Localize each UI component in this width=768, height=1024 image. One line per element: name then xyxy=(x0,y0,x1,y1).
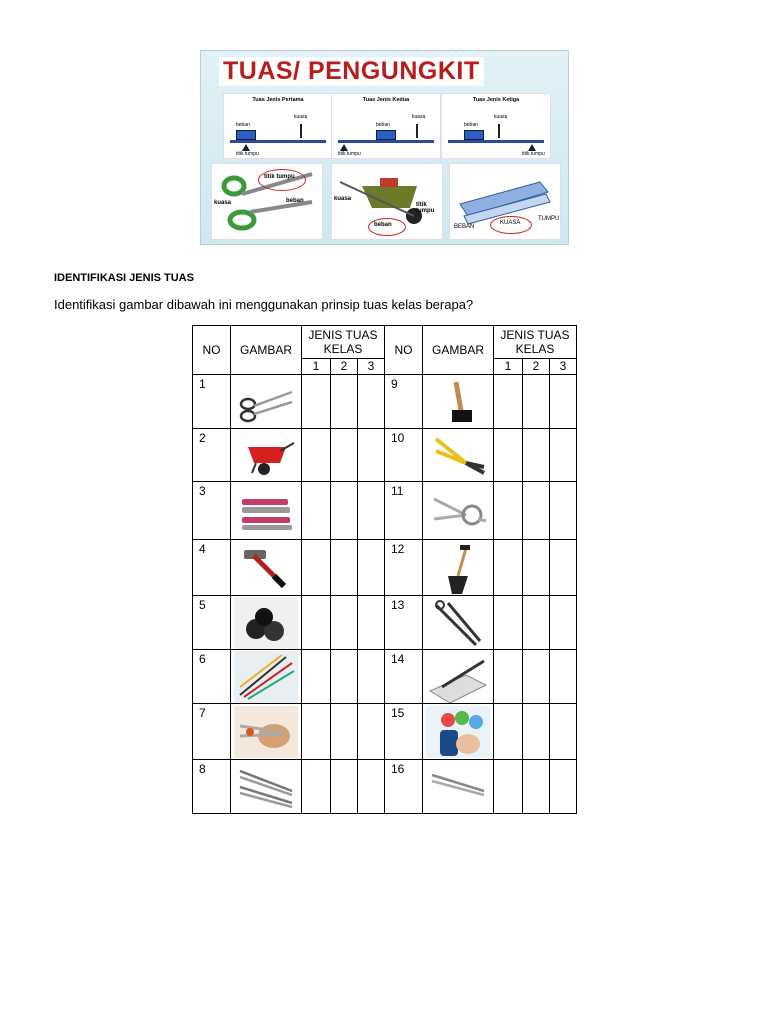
pic-label: BEBAN xyxy=(454,224,475,230)
answer-cell-class-3[interactable] xyxy=(358,375,385,429)
tool-picture-cell xyxy=(423,375,494,429)
table-row xyxy=(193,596,577,650)
table-row xyxy=(193,760,577,814)
answer-cell-class-1[interactable] xyxy=(302,704,331,760)
answer-cell-class-3[interactable] xyxy=(550,596,577,650)
beam xyxy=(230,140,326,143)
answer-cell-class-1[interactable] xyxy=(494,650,523,704)
tool-picture-cell xyxy=(231,596,302,650)
jenis-tuas-header: JENIS TUAS KELAS xyxy=(302,326,385,359)
class-3-header: 3 xyxy=(358,359,385,375)
table-row xyxy=(193,540,577,596)
answer-cell-class-2[interactable] xyxy=(523,704,550,760)
nutcracker-icon xyxy=(234,706,298,758)
answer-cell-class-2[interactable] xyxy=(331,375,358,429)
tool-picture-cell xyxy=(231,429,302,482)
row-number: 13 xyxy=(385,596,423,650)
fulcrum-icon xyxy=(340,144,348,151)
tool-picture-cell xyxy=(423,429,494,482)
row-number: 6 xyxy=(193,650,231,704)
tool-picture-cell xyxy=(231,375,302,429)
answer-cell-class-1[interactable] xyxy=(494,429,523,482)
table-row xyxy=(193,375,577,429)
tool-picture-cell xyxy=(231,540,302,596)
load-label: beban xyxy=(464,122,478,128)
pincers-icon xyxy=(426,597,490,649)
row-number: 3 xyxy=(193,482,231,540)
table-row xyxy=(193,482,577,540)
effort-label: kuasa xyxy=(494,114,508,120)
tool-picture-cell xyxy=(423,596,494,650)
tool-picture-cell xyxy=(423,650,494,704)
lever-class-2-diagram xyxy=(331,93,441,159)
table-row xyxy=(193,650,577,704)
tool-picture-cell xyxy=(231,482,302,540)
answer-cell-class-3[interactable] xyxy=(550,375,577,429)
row-number: 12 xyxy=(385,540,423,596)
effort-arrow xyxy=(416,124,418,138)
pic-label: TUMPU xyxy=(538,216,560,222)
fulcrum-label: titik tumpu xyxy=(236,151,259,157)
fishing-rod-icon xyxy=(234,651,298,703)
class-1-header: 1 xyxy=(494,359,523,375)
load-box xyxy=(464,130,484,140)
answer-cell-class-2[interactable] xyxy=(523,429,550,482)
row-number: 15 xyxy=(385,704,423,760)
answer-cell-class-3[interactable] xyxy=(358,540,385,596)
stapler-icon xyxy=(234,485,298,537)
axe-icon xyxy=(426,376,490,428)
banner-title: TUAS/ PENGUNGKIT xyxy=(219,57,484,86)
effort-arrow xyxy=(498,124,500,138)
answer-cell-class-1[interactable] xyxy=(302,596,331,650)
scissors-icon xyxy=(234,376,298,428)
answer-cell-class-3[interactable] xyxy=(550,760,577,814)
tool-picture-cell xyxy=(423,704,494,760)
row-number: 11 xyxy=(385,482,423,540)
paper-cutter-icon xyxy=(426,651,490,703)
panel-title: Tuas Jenis Kedua xyxy=(362,97,410,103)
pic-label: beban xyxy=(286,198,304,204)
answer-cell-class-2[interactable] xyxy=(331,482,358,540)
answer-cell-class-3[interactable] xyxy=(550,540,577,596)
question-text: Identifikasi gambar dibawah ini menggunakan prinsip tuas kelas berapa? xyxy=(54,297,474,312)
beam xyxy=(338,140,434,143)
no-header: NO xyxy=(385,326,423,375)
pic-label: beban xyxy=(374,222,392,228)
answer-cell-class-2[interactable] xyxy=(523,540,550,596)
answer-cell-class-3[interactable] xyxy=(550,429,577,482)
lemon-squeezer-icon xyxy=(426,485,490,537)
wheelbarrow-icon xyxy=(234,429,298,481)
row-number: 1 xyxy=(193,375,231,429)
tool-picture-cell xyxy=(423,482,494,540)
beam xyxy=(448,140,544,143)
answer-cell-class-2[interactable] xyxy=(331,540,358,596)
effort-label: kuasa xyxy=(294,114,308,120)
answer-cell-class-1[interactable] xyxy=(494,375,523,429)
answer-cell-class-2[interactable] xyxy=(523,375,550,429)
row-number: 9 xyxy=(385,375,423,429)
stapler-lever-picture xyxy=(449,163,561,240)
answer-cell-class-2[interactable] xyxy=(331,429,358,482)
pic-label: titik tumpu xyxy=(264,174,295,180)
answer-cell-class-3[interactable] xyxy=(358,650,385,704)
row-number: 4 xyxy=(193,540,231,596)
fulcrum-icon xyxy=(528,144,536,151)
answer-cell-class-3[interactable] xyxy=(358,596,385,650)
class-2-header: 2 xyxy=(523,359,550,375)
answer-cell-class-2[interactable] xyxy=(331,596,358,650)
lever-class-3-diagram xyxy=(441,93,551,159)
answer-cell-class-1[interactable] xyxy=(302,482,331,540)
answer-cell-class-1[interactable] xyxy=(302,760,331,814)
fulcrum-icon xyxy=(242,144,250,151)
gambar-header: GAMBAR xyxy=(231,326,302,375)
pliers-icon xyxy=(426,429,490,481)
answer-cell-class-1[interactable] xyxy=(302,429,331,482)
answer-cell-class-3[interactable] xyxy=(358,760,385,814)
lever-identification-table xyxy=(192,325,577,814)
class-1-header: 1 xyxy=(302,359,331,375)
class-2-header: 2 xyxy=(331,359,358,375)
scissors-lever-picture xyxy=(211,163,323,240)
table-row xyxy=(193,704,577,760)
tweezers-icon xyxy=(234,761,298,813)
answer-cell-class-2[interactable] xyxy=(331,650,358,704)
lever-class-1-diagram xyxy=(223,93,333,159)
roller-skate-icon xyxy=(234,597,298,649)
answer-cell-class-1[interactable] xyxy=(494,540,523,596)
jenis-tuas-header: JENIS TUAS KELAS xyxy=(494,326,577,359)
tool-picture-cell xyxy=(231,760,302,814)
answer-cell-class-1[interactable] xyxy=(302,375,331,429)
answer-cell-class-3[interactable] xyxy=(358,429,385,482)
effort-label: kuasa xyxy=(412,114,426,120)
section-heading: IDENTIFIKASI JENIS TUAS xyxy=(54,272,194,284)
wheelbarrow-lever-picture xyxy=(331,163,443,240)
row-number: 14 xyxy=(385,650,423,704)
row-number: 7 xyxy=(193,704,231,760)
load-label: beban xyxy=(376,122,390,128)
answer-cell-class-3[interactable] xyxy=(550,482,577,540)
answer-cell-class-2[interactable] xyxy=(331,760,358,814)
answer-cell-class-1[interactable] xyxy=(302,540,331,596)
load-label: beban xyxy=(236,122,250,128)
row-number: 5 xyxy=(193,596,231,650)
tool-picture-cell xyxy=(231,704,302,760)
answer-cell-class-1[interactable] xyxy=(494,704,523,760)
lever-banner-image xyxy=(200,50,569,245)
bottle-opener-icon xyxy=(426,706,490,758)
table-row xyxy=(193,429,577,482)
row-number: 2 xyxy=(193,429,231,482)
pic-label: KUASA xyxy=(500,220,521,226)
answer-cell-class-2[interactable] xyxy=(523,482,550,540)
answer-cell-class-1[interactable] xyxy=(302,650,331,704)
tongs-icon xyxy=(426,761,490,813)
answer-cell-class-3[interactable] xyxy=(550,650,577,704)
answer-cell-class-1[interactable] xyxy=(494,760,523,814)
fulcrum-label: titik tumpu xyxy=(522,151,545,157)
pic-label: titik tumpu xyxy=(416,202,435,214)
answer-cell-class-1[interactable] xyxy=(494,596,523,650)
fulcrum-highlight xyxy=(258,169,306,191)
answer-cell-class-3[interactable] xyxy=(358,704,385,760)
tool-picture-cell xyxy=(423,760,494,814)
effort-arrow xyxy=(300,124,302,138)
class-3-header: 3 xyxy=(550,359,577,375)
answer-cell-class-2[interactable] xyxy=(331,704,358,760)
tool-picture-cell xyxy=(423,540,494,596)
answer-cell-class-3[interactable] xyxy=(358,482,385,540)
load-box xyxy=(236,130,256,140)
row-number: 16 xyxy=(385,760,423,814)
answer-cell-class-1[interactable] xyxy=(494,482,523,540)
panel-title: Tuas Jenis Ketiga xyxy=(472,97,520,103)
gambar-header: GAMBAR xyxy=(423,326,494,375)
tool-picture-cell xyxy=(231,650,302,704)
load-box xyxy=(376,130,396,140)
pic-label: kuasa xyxy=(334,196,352,202)
shovel-icon xyxy=(426,542,490,594)
pic-label: kuasa xyxy=(214,200,232,206)
fulcrum-label: titik tumpu xyxy=(338,151,361,157)
answer-cell-class-3[interactable] xyxy=(550,704,577,760)
panel-title: Tuas Jenis Pertama xyxy=(252,97,304,103)
answer-cell-class-2[interactable] xyxy=(523,760,550,814)
row-number: 8 xyxy=(193,760,231,814)
no-header: NO xyxy=(193,326,231,375)
hammer-icon xyxy=(234,542,298,594)
answer-cell-class-2[interactable] xyxy=(523,650,550,704)
answer-cell-class-2[interactable] xyxy=(523,596,550,650)
row-number: 10 xyxy=(385,429,423,482)
